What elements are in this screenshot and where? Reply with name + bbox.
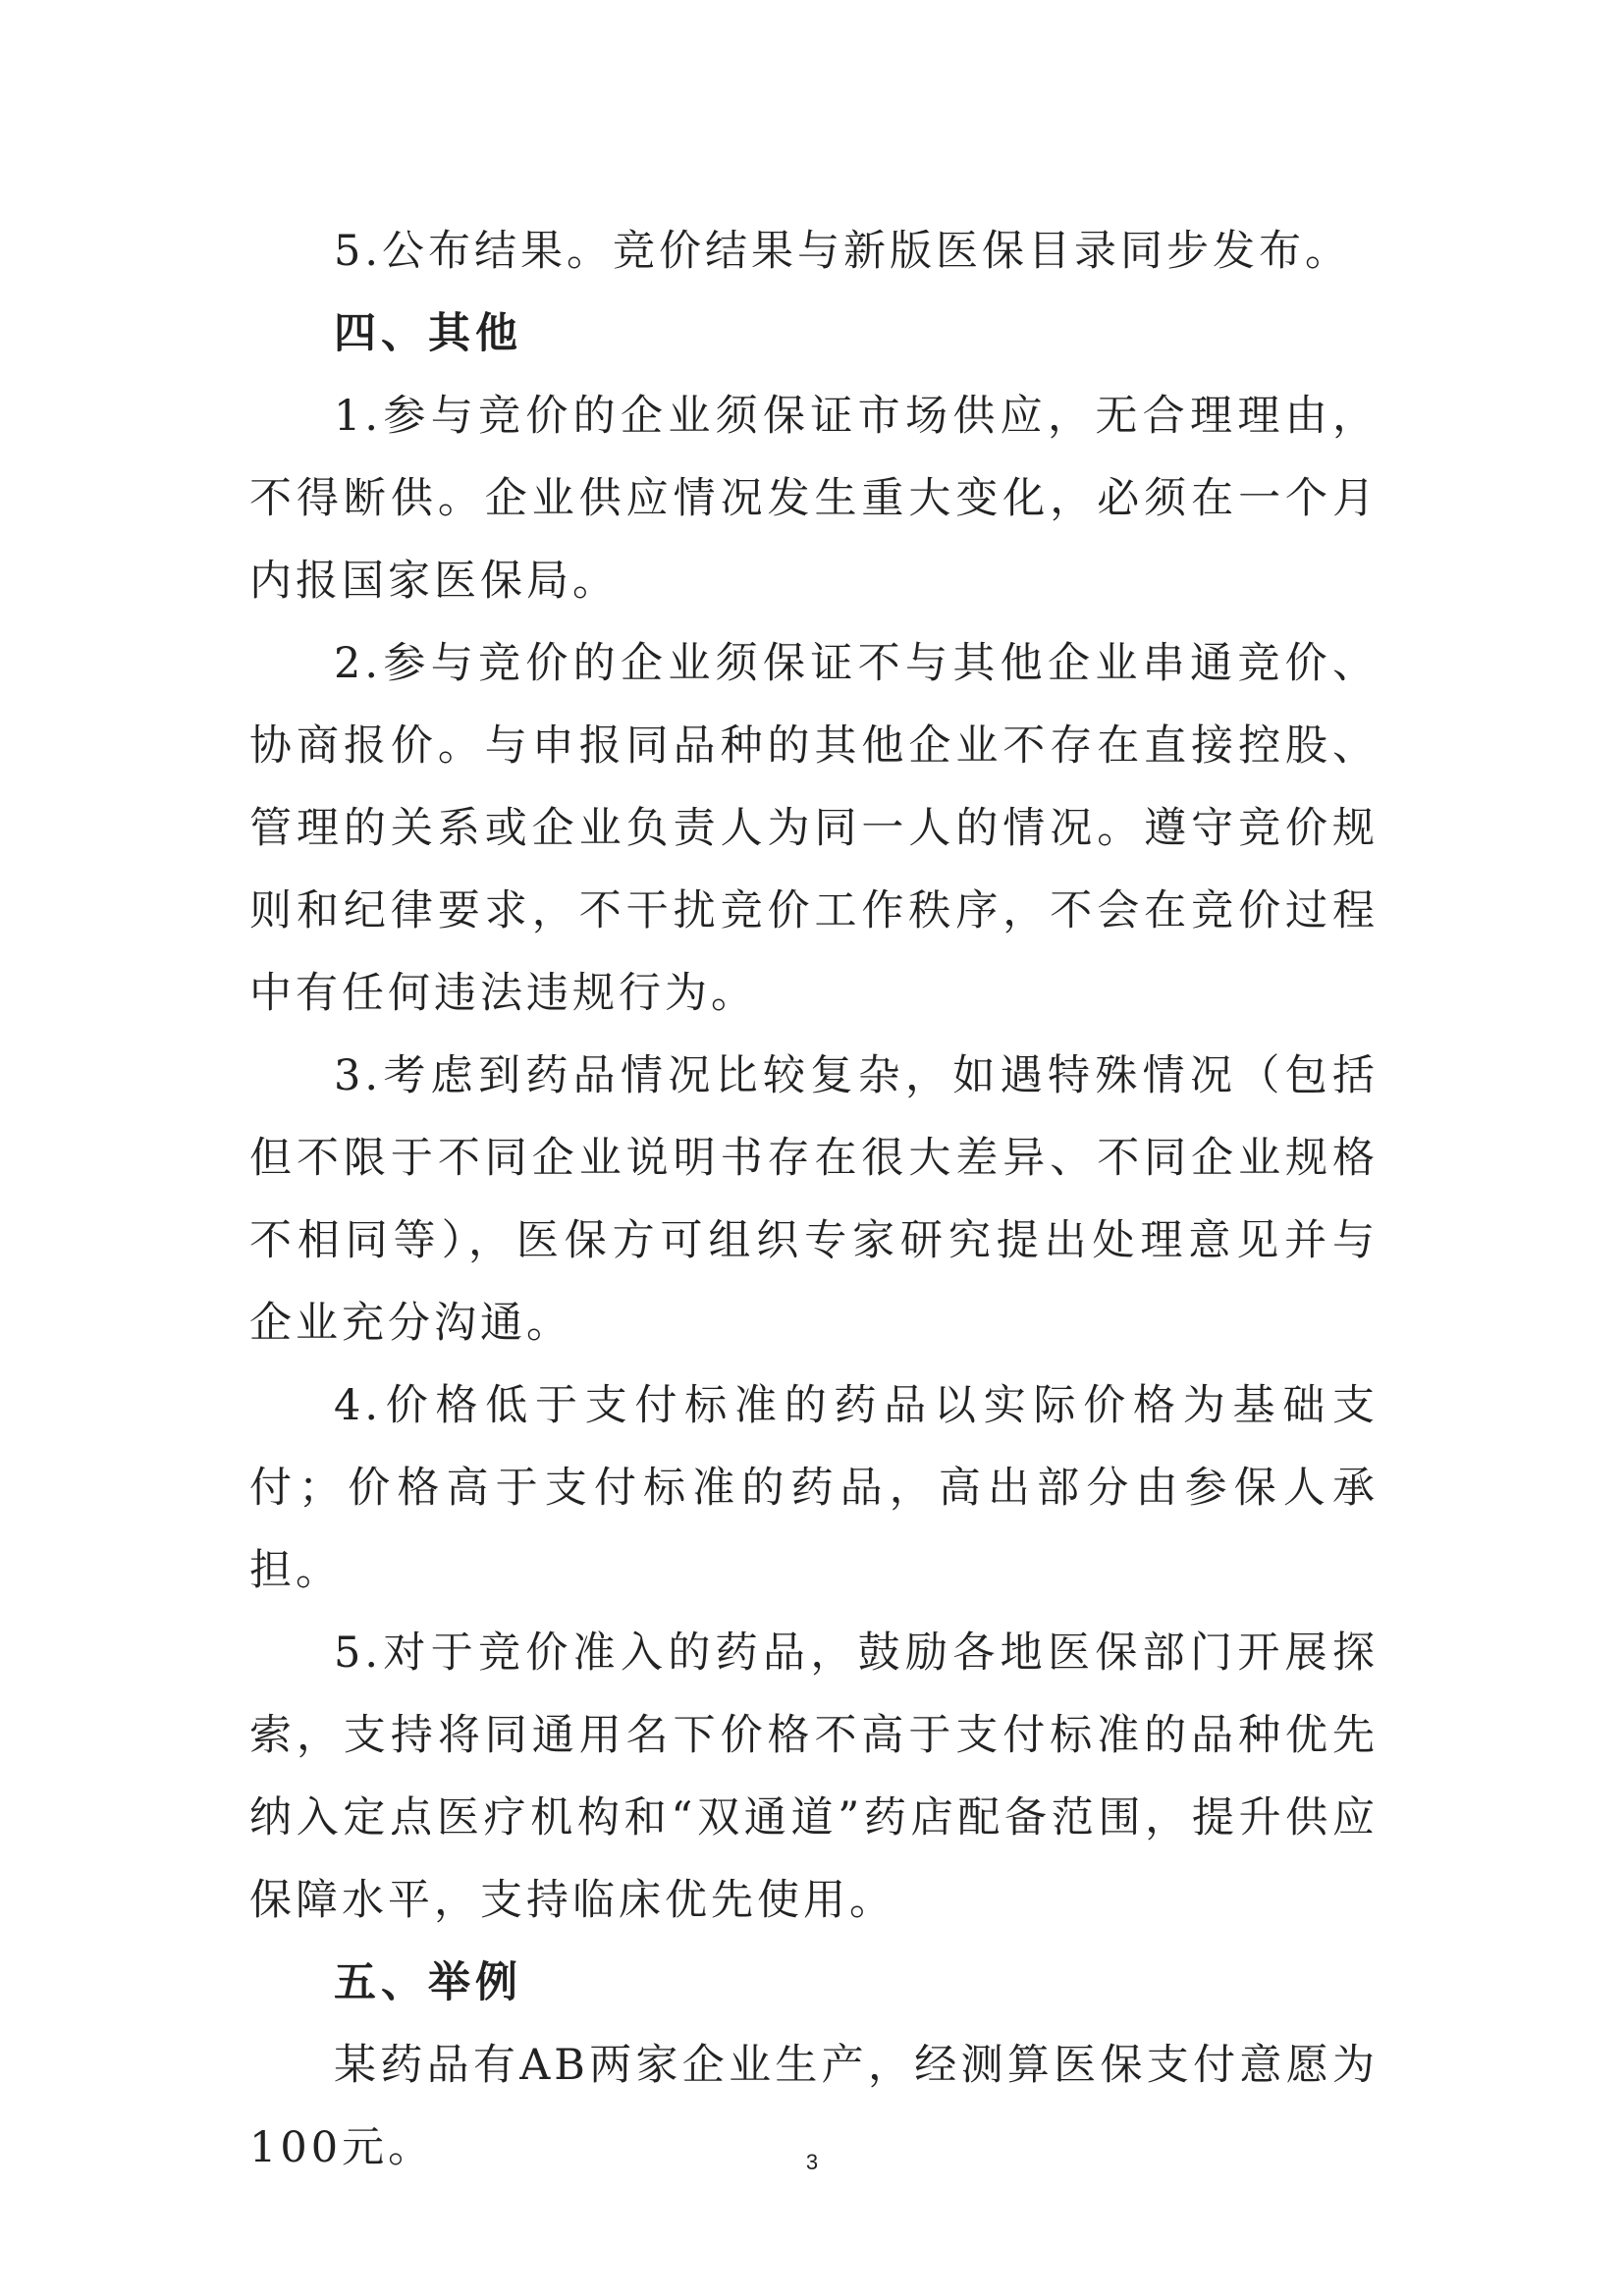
section-heading-example: 五、举例 (334, 1958, 522, 2007)
paragraph-supply-guarantee: 1.参与竞价的企业须保证市场供应，无合理理由，不得断供。企业供应情况发生重大变化，必须在一个月内报国家医保局。 (249, 392, 1379, 606)
document-body (249, 210, 1379, 2189)
paragraph-example: 某药品有AB两家企业生产，经测算医保支付意愿为100元。 (249, 2041, 1379, 2172)
paragraph-publish-results: 5.公布结果。竞价结果与新版医保目录同步发布。 (334, 227, 1352, 276)
paragraph-payment-standard: 4.价格低于支付标准的药品以实际价格为基础支付；价格高于支付标准的药品，高出部分由参保人承担。 (249, 1381, 1379, 1595)
page-number: 3 (805, 2150, 819, 2174)
paragraph-no-collusion: 2.参与竞价的企业须保证不与其他企业串通竞价、协商报价。与申报同品种的其他企业不存在直接控股、管理的关系或企业负责人为同一人的情况。遵守竞价规则和纪律要求，不干扰竞价工作秩序，不会在竞价过程中有任何违法违规行为。 (249, 639, 1379, 1018)
paragraph-encourage-exploration: 5.对于竞价准入的药品，鼓励各地医保部门开展探索，支持将同通用名下价格不高于支付标准的品种优先纳入定点医疗机构和“双通道”药店配备范围，提升供应保障水平，支持临床优先使用。 (249, 1629, 1379, 1925)
paragraph-special-cases: 3.考虑到药品情况比较复杂，如遇特殊情况（包括但不限于不同企业说明书存在很大差异、不同企业规格不相同等），医保方可组织专家研究提出处理意见并与企业充分沟通。 (249, 1051, 1379, 1348)
section-heading-other: 四、其他 (334, 309, 522, 358)
